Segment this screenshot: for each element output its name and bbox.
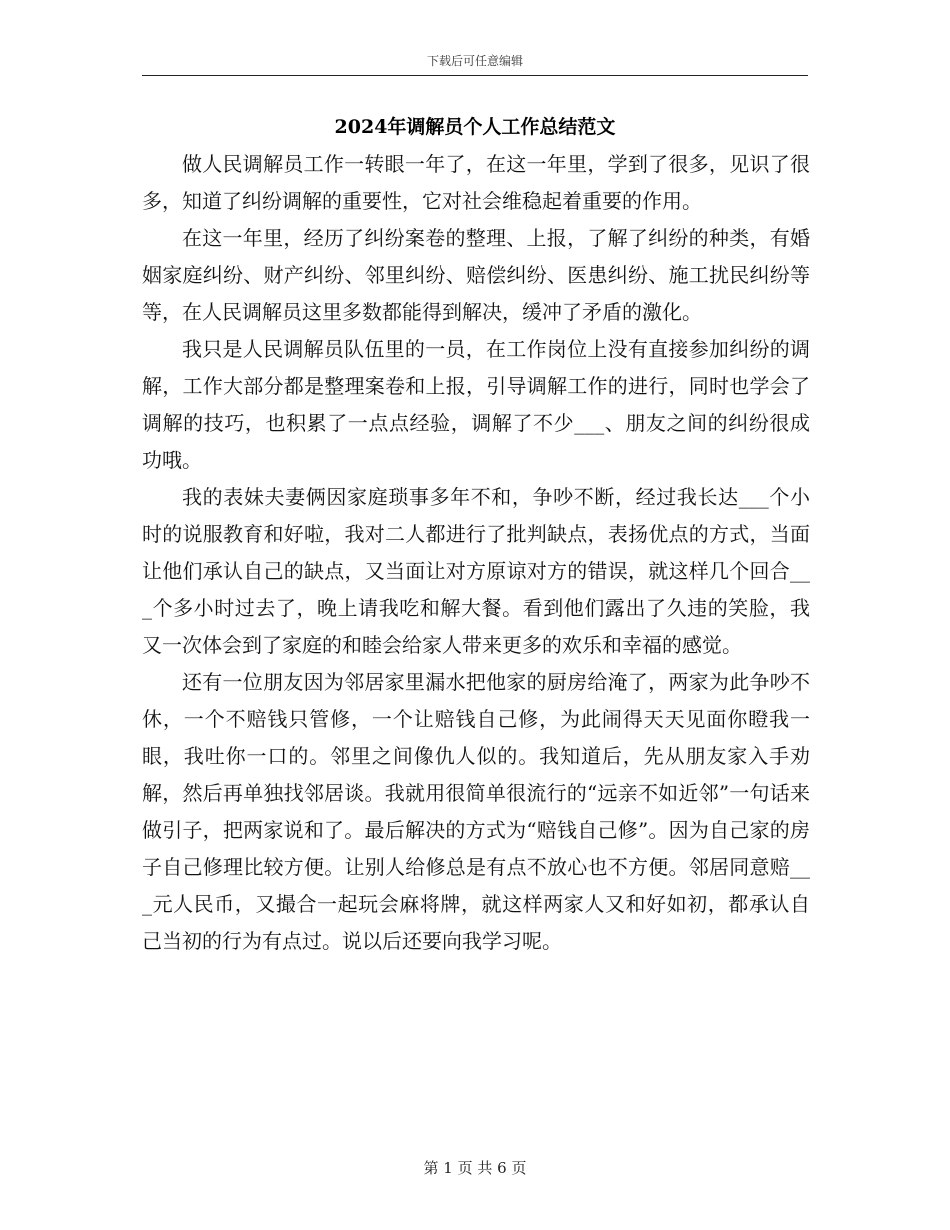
document-body xyxy=(142,146,810,960)
paragraph-3: 我只是人民调解员队伍里的一员，在工作岗位上没有直接参加纠纷的调解，工作大部分都是整理案卷和上报，引导调解工作的进行，同时也学会了调解的技巧，也积累了一点点经验，调解了不少___、朋友之间的纠纷很成功哦。 xyxy=(142,337,810,472)
page-header: 下载后可任意编辑 xyxy=(426,54,523,68)
page-number: 第 1 页 共 6 页 xyxy=(423,1159,527,1177)
paragraph-2: 在这一年里，经历了纠纷案卷的整理、上报，了解了纠纷的种类，有婚姻家庭纠纷、财产纠纷、邻里纠纷、赔偿纠纷、医患纠纷、施工扰民纠纷等等，在人民调解员这里多数都能得到解决，缓冲了矛盾的激化。 xyxy=(142,226,810,324)
paragraph-1: 做人民调解员工作一转眼一年了，在这一年里，学到了很多，见识了很多，知道了纠纷调解的重要性，它对社会维稳起着重要的作用。 xyxy=(142,152,810,213)
paragraph-4: 我的表妹夫妻俩因家庭琐事多年不和，争吵不断，经过我长达___个小时的说服教育和好啦，我对二人都进行了批判缺点，表扬优点的方式，当面让他们承认自己的缺点，又当面让对方原谅对方的错误，就这样几个回合___个多小时过去了，晚上请我吃和解大餐。看到他们露出了久违的笑脸，我又一次体会到了家庭的和睦会给家人带来更多的欢乐和幸福的感觉。 xyxy=(142,485,810,657)
paragraph-5: 还有一位朋友因为邻居家里漏水把他家的厨房给淹了，两家为此争吵不休，一个不赔钱只管修，一个让赔钱自己修，为此闹得天天见面你瞪我一眼，我吐你一口的。邻里之间像仇人似的。我知道后，先从朋友家入手劝解，然后再单独找邻居谈。我就用很简单很流行的“远亲不如近邻”一句话来做引子，把两家说和了。最后解决的方式为“赔钱自己修”。因为自己家的房子自己修理比较方便。让别人给修总是有点不放心也不方便。邻居同意赔___元人民币，又撮合一起玩会麻将牌，就这样两家人又和好如初，都承认自己当初的行为有点过。说以后还要向我学习呢。 xyxy=(142,670,810,953)
header-divider xyxy=(142,75,808,76)
document-title: 2024年调解员个人工作总结范文 xyxy=(334,116,616,138)
